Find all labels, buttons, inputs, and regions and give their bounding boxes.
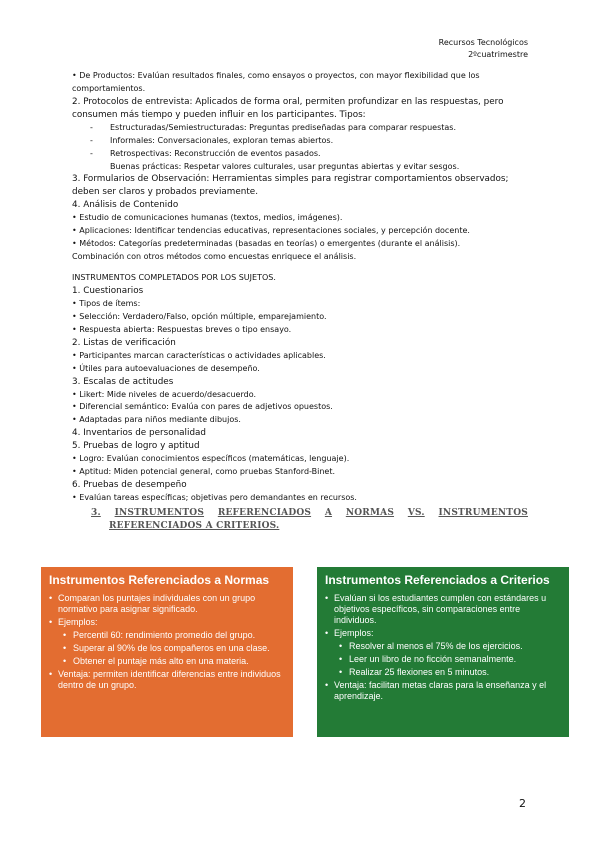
list-item: • Evalúan si los estudiantes cumplen con estándares u objetivos específicos, sin comparaciones entre individuos. [325,593,561,626]
paragraph: Buenas prácticas: Respetar valores culturales, usar preguntas abiertas y evitar sesgos. [110,161,460,171]
list-item: • Aptitud: Miden potencial general, como pruebas Stanford-Binet. [72,467,335,477]
norms-panel [41,567,293,737]
list-item: • Adaptadas para niños mediante dibujos. [72,415,241,425]
section-heading: 6. Pruebas de desempeño [72,480,187,491]
section-heading: 3. Formularios de Observación: Herramientas simples para registrar comportamientos observados; deben ser claros y probados previamente. [72,174,509,198]
list-item: • Útiles para autoevaluaciones de desempeño. [72,363,260,373]
list-item: • Percentil 60: rendimiento promedio del grupo. [49,630,285,641]
section-heading: 5. Pruebas de logro y aptitud [72,441,200,452]
paragraph: • De Productos: Evalúan resultados finales, como ensayos o proyectos, con mayor flexibilidad que los comportamientos. [72,71,480,93]
list-item: • Diferencial semántico: Evalúa con pares de adjetivos opuestos. [72,402,333,412]
list-item: • Respuesta abierta: Respuestas breves o tipo ensayo. [72,324,292,334]
list-item: • Ventaja: permiten identificar diferencias entre individuos dentro de un grupo. [49,669,285,691]
list-item: • Aplicaciones: Identificar tendencias educativas, representaciones sociales, y percepción docente. [72,226,470,236]
norms-panel-title: Instrumentos Referenciados a Normas [49,573,270,587]
paragraph: Combinación con otros métodos como encuestas enriquece el análisis. [72,252,357,262]
list-item: • Selección: Verdadero/Falso, opción múltiple, emparejamiento. [72,311,327,321]
list-item: • Logro: Evalúan conocimientos específicos (matemáticas, lenguaje). [72,454,350,464]
list-item: - Informales: Conversacionales, exploran temas abiertos. [90,135,334,145]
page-header [439,37,528,61]
list-item: • Superar al 90% de los compañeros en una clase. [49,643,285,654]
section-heading: 4. Análisis de Contenido [72,200,179,211]
list-item: • Ejemplos: [325,628,561,639]
list-item: • Realizar 25 flexiones en 5 minutos. [325,667,561,678]
list-item: • Estudio de comunicaciones humanas (textos, medios, imágenes). [72,213,343,223]
reference-heading: 3. INSTRUMENTOS REFERENCIADOS A NORMAS VS. INSTRUMENTOS REFERENCIADOS A CRITERIOS. [91,507,528,531]
header-term: 2ºcuatrimestre [468,50,528,59]
section-heading: 2. Listas de verificación [72,337,176,348]
list-item: - Estructuradas/Semiestructuradas: Preguntas prediseñadas para comparar respuestas. [90,122,456,132]
list-item: - Retrospectivas: Reconstrucción de eventos pasados. [90,148,321,158]
list-item: • Tipos de ítems: [72,298,141,308]
list-item: • Leer un libro de no ficción semanalmente. [325,654,561,665]
page-number: 2 [519,797,526,810]
section-heading: 1. Cuestionarios [72,285,144,296]
list-item: • Ventaja: facilitan metas claras para la enseñanza y el aprendizaje. [325,680,561,702]
list-item: • Obtener el puntaje más alto en una materia. [49,656,285,667]
document-body [72,70,528,533]
section-heading: 2. Protocolos de entrevista: Aplicados de forma oral, permiten profundizar en las respuestas, pero consumen más tiempo y pueden influir en los participantes. Tipos: [72,96,504,120]
list-item: • Participantes marcan características o actividades aplicables. [72,350,326,360]
section-heading: 3. Escalas de actitudes [72,376,174,387]
list-item: • Métodos: Categorías predeterminadas (basadas en teorías) o emergentes (durante el análisis). [72,239,461,249]
list-item: • Resolver al menos el 75% de los ejercicios. [325,641,561,652]
list-item: • Comparan los puntajes individuales con un grupo normativo para asignar significado. [49,593,285,615]
list-item: • Ejemplos: [49,617,285,628]
criteria-panel-title: Instrumentos Referenciados a Criterios [325,573,550,587]
list-item: • Evalúan tareas específicas; objetivas pero demandantes en recursos. [72,493,357,503]
section-heading: 4. Inventarios de personalidad [72,428,206,439]
section-title: INSTRUMENTOS COMPLETADOS POR LOS SUJETOS. [72,273,276,283]
list-item: • Likert: Mide niveles de acuerdo/desacuerdo. [72,389,256,399]
criteria-panel [317,567,569,737]
header-course: Recursos Tecnológicos [438,38,528,47]
